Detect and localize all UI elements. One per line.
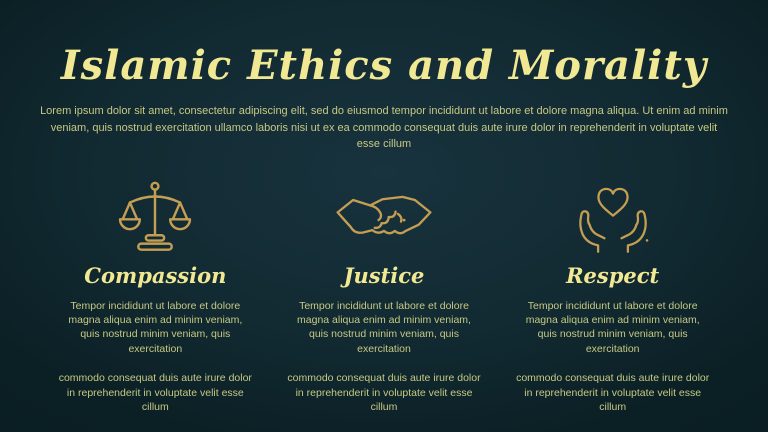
column-paragraph: Tempor incididunt ut labore et dolore magna aliqua enim ad minim veniam, quis nostrud minim veniam, quis exercitation (297, 299, 471, 355)
column-paragraph: commodo consequat duis aute irure dolor in reprehenderit in voluptate velit esse cillum (287, 372, 481, 414)
column-paragraph: commodo consequat duis aute irure dolor in reprehenderit in voluptate velit esse cillum (516, 372, 710, 414)
column-heading: Respect (566, 262, 660, 288)
hands-holding-heart-icon (509, 177, 716, 257)
column-paragraph: Tempor incididunt ut labore et dolore magna aliqua enim ad minim veniam, quis nostrud minim veniam, quis exercitation (68, 299, 243, 355)
column-paragraph: Tempor incididunt ut labore et dolore magna aliqua enim ad minim veniam, quis nostrud minim veniam, quis exercitation (525, 299, 700, 355)
column-justice (281, 177, 488, 415)
column-paragraph: commodo consequat duis aute irure dolor in reprehenderit in voluptate velit esse cillum (58, 372, 252, 414)
handshake-icon (281, 177, 488, 257)
three-column-section (52, 177, 716, 415)
slide-intro-text: Lorem ipsum dolor sit amet, consectetur adipiscing elit, sed do eiusmod tempor incididunt ut labore et dolore magna aliqua. Ut enim ad minim veniam, quis nostrud exercitation ullamco laboris nisi ut ex ea commodo consequat duis aute irure dolor in reprehenderit in voluptate velit esse cillum (40, 105, 728, 150)
column-respect (509, 177, 716, 415)
column-heading: Justice (343, 262, 425, 288)
column-compassion (52, 177, 259, 415)
column-heading: Compassion (84, 262, 227, 288)
slide-title: Islamic Ethics and Morality (60, 42, 708, 89)
scales-of-justice-icon (52, 177, 259, 257)
